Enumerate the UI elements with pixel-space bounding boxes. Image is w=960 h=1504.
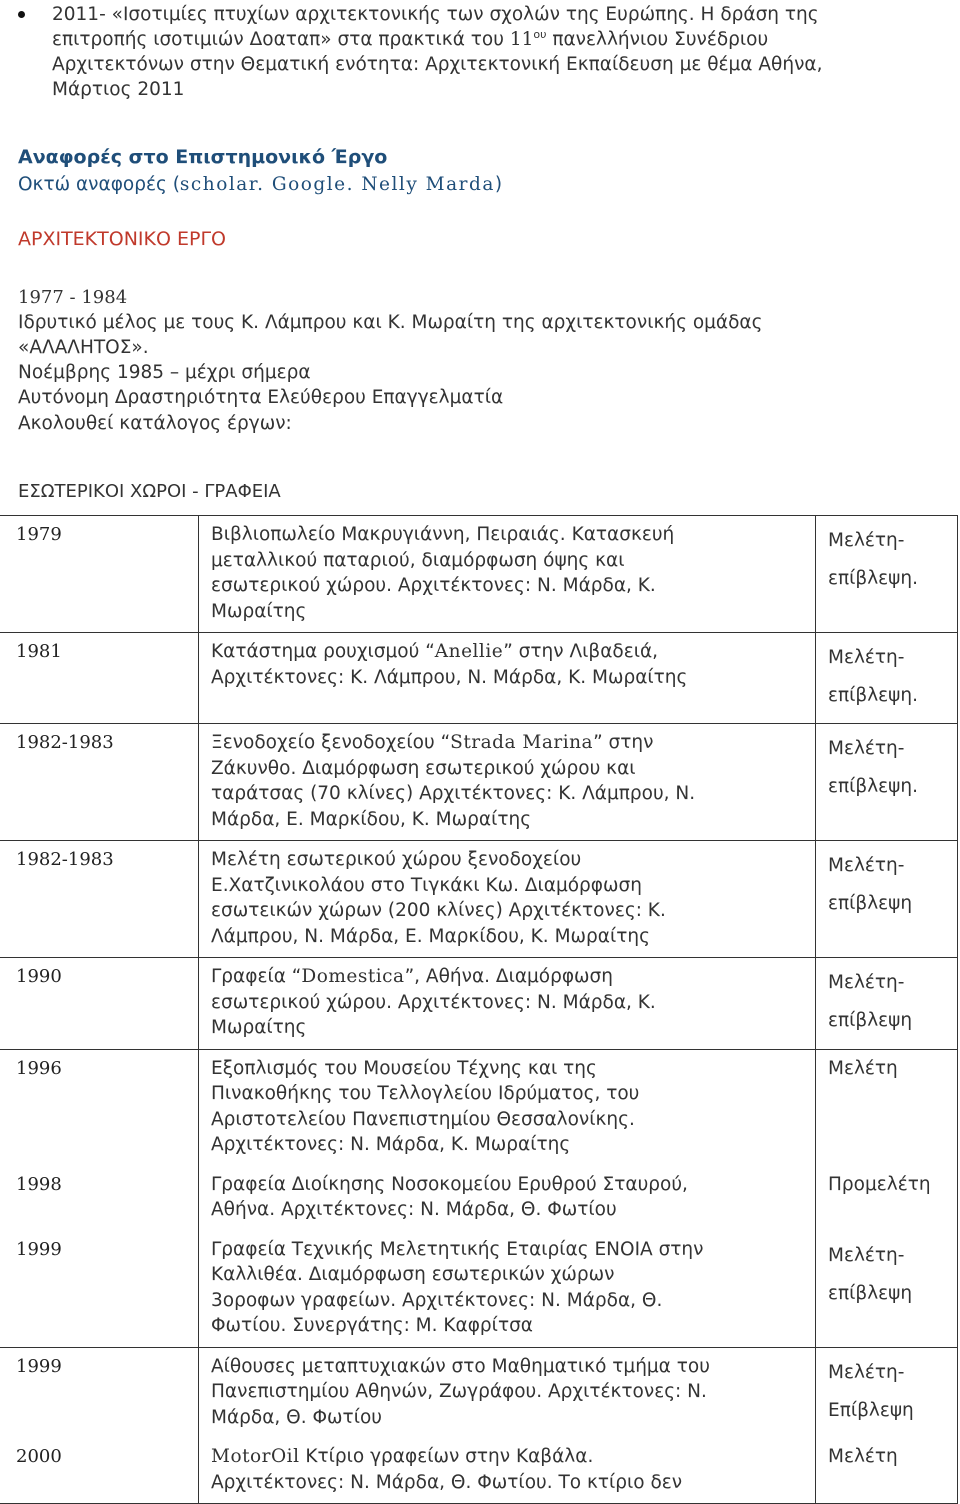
work-type — [816, 1231, 958, 1348]
work-type — [816, 1438, 958, 1504]
text-span: Κτίριο γραφείων στην Καβάλα. — [299, 1446, 594, 1467]
bullet-dot-icon — [18, 11, 25, 18]
description-line: Βιβλιοπωλείο Μακρυγιάννη, Πειραιάς. Κατασκευή — [211, 524, 675, 545]
references-source: scholar. Google. Nelly Marda — [179, 174, 495, 195]
description-line: ταράτσας (70 κλίνες) Αρχιτέκτονες: Κ. Λάμπρου, Ν. — [211, 783, 696, 804]
description-line: εσωτερικού χώρου. Αρχιτέκτονες: Ν. Μάρδα, Κ. — [211, 991, 656, 1013]
type-line: Μελέτη- — [828, 647, 905, 668]
description-line — [211, 1444, 807, 1470]
description-line: εσωτεικών χώρων (200 κλίνες) Αρχιτέκτονες: Κ. — [211, 900, 666, 921]
work-description — [199, 633, 816, 724]
table-row — [0, 1438, 958, 1504]
work-year: 1979 — [0, 516, 199, 633]
description-line: Αθήνα. Αρχιτέκτονες: Ν. Μάρδα, Θ. Φωτίου — [211, 1199, 617, 1220]
description-line: εσωτερικού χώρου. Αρχιτέκτονες: Ν. Μάρδα, Κ. — [211, 575, 656, 596]
work-type — [816, 633, 958, 724]
table-row — [0, 1166, 958, 1231]
work-year: 1998 — [0, 1166, 199, 1231]
description-line: Εξοπλισμός του Μουσείου Τέχνης και της — [211, 1057, 597, 1079]
bullet-line: Αρχιτεκτόνων στην Θεματική ενότητα: Αρχιτεκτονική Εκπαίδευση με θέμα Αθήνα, — [52, 54, 823, 75]
table-row — [0, 1347, 958, 1438]
work-year: 1999 — [0, 1347, 199, 1438]
work-type — [816, 516, 958, 633]
text-span: ) — [494, 174, 503, 195]
work-type — [816, 724, 958, 841]
description-line: Φωτίου. Συνεργάτης: Μ. Καφρίτσα — [211, 1315, 533, 1336]
work-type — [816, 841, 958, 958]
project-name: Strada Marina — [450, 732, 594, 753]
section-heading: ΕΣΩΤΕΡΙΚΟΙ ΧΩΡΟΙ - ΓΡΑΦΕΙΑ — [18, 481, 281, 502]
work-type — [816, 1166, 958, 1231]
text-span: Οκτώ αναφορές ( — [18, 174, 180, 195]
work-description — [199, 516, 816, 633]
references-heading: Αναφορές στο Επιστημονικό Έργο — [18, 146, 388, 168]
text-span: ”, Αθήνα. Διαμόρφωση — [404, 966, 614, 987]
text-span: επιτροπής ισοτιμιών Δοαταπ» στα πρακτικά του — [52, 29, 510, 50]
table-row — [0, 633, 958, 724]
table-row — [0, 1231, 958, 1348]
description-line: μεταλλικού παταριού, διαμόρφωση όψης και — [211, 549, 625, 571]
description-line — [211, 730, 807, 756]
type-line: επίβλεψη — [828, 1010, 913, 1031]
description-line: Μωραίτης — [211, 1017, 307, 1038]
description-line: Μελέτη εσωτερικού χώρου ξενοδοχείου — [211, 849, 582, 870]
work-description — [199, 1438, 816, 1504]
text-span: πανελλήνιου Συνέδριου — [546, 29, 769, 50]
description-line: Γραφεία Τεχνικής Μελετητικής Εταιρίας ΕΝΟΙΑ στην — [211, 1238, 704, 1260]
type-line: Μελέτη- — [828, 530, 905, 551]
type-line: Μελέτη- — [828, 1244, 905, 1266]
type-line: Επίβλεψη — [828, 1399, 914, 1421]
references-line — [18, 174, 502, 195]
type-line: επίβλεψη — [828, 893, 913, 914]
text-span: Ξενοδοχείο ξενοδοχείου “ — [211, 732, 451, 753]
description-line: Μάρδα, Ε. Μαρκίδου, Κ. Μωραίτης — [211, 808, 532, 830]
works-table-body — [0, 516, 958, 1504]
text-span: ” στην — [593, 732, 654, 753]
type-line: Μελέτη- — [828, 1361, 905, 1383]
type-line: Μελέτη- — [828, 855, 905, 876]
description-line: Ζάκυνθο. Διαμόρφωση εσωτερικού χώρου και — [211, 757, 636, 779]
type-line: επίβλεψη — [828, 1282, 913, 1304]
activity-line: Αυτόνομη Δραστηριότητα Ελεύθερου Επαγγελματία — [18, 387, 504, 408]
work-year: 1981 — [0, 633, 199, 724]
bullet-line: 2011- «Ισοτιμίες πτυχίων αρχιτεκτονικής των σχολών της Ευρώπης. Η δράση της — [52, 4, 819, 25]
type-line: Μελέτη — [828, 1057, 898, 1079]
description-line — [211, 639, 807, 665]
description-line: Λάμπρου, Ν. Μάρδα, Ε. Μαρκίδου, Κ. Μωραίτης — [211, 925, 650, 947]
project-name: Domestica — [301, 966, 405, 987]
table-row — [0, 958, 958, 1050]
work-description — [199, 1231, 816, 1348]
description-line: Αρχιτέκτονες: Κ. Λάμπρου, Ν. Μάρδα, Κ. Μωραίτης — [211, 666, 688, 688]
work-type — [816, 1049, 958, 1166]
description-line: Καλλιθέα. Διαμόρφωση εσωτερικών χώρων — [211, 1264, 615, 1285]
work-year: 2000 — [0, 1438, 199, 1504]
founder-line: Ιδρυτικό μέλος με τους Κ. Λάμπρου και Κ. Μωραίτη της αρχιτεκτονικής ομάδας — [18, 312, 763, 333]
project-name: Anellie — [434, 641, 504, 662]
type-line: επίβλεψη. — [828, 685, 918, 706]
work-description — [199, 1049, 816, 1166]
description-line: Γραφεία Διοίκησης Νοσοκομείου Ερυθρού Σταυρού, — [211, 1173, 688, 1195]
bullet-text — [52, 2, 938, 102]
type-line: επίβλεψη. — [828, 776, 918, 797]
description-line: Πανεπιστημίου Αθηνών, Ζωγράφου. Αρχιτέκτονες: Ν. — [211, 1381, 707, 1402]
text-span: Κατάστημα ρουχισμού “ — [211, 641, 435, 662]
description-line: 3οροφων γραφείων. Αρχιτέκτονες: Ν. Μάρδα, Θ. — [211, 1289, 663, 1311]
description-line: Πινακοθήκης του Τελλογλείου Ιδρύματος, του — [211, 1083, 640, 1104]
bullet-item — [18, 2, 938, 102]
architecture-heading: ΑΡΧΙΤΕΚΤΟΝΙΚΟ ΕΡΓΟ — [18, 228, 226, 250]
type-line: Μελέτη — [828, 1446, 898, 1467]
bullet-line — [52, 27, 938, 52]
period-current: Νοέμβρης 1985 – μέχρι σήμερα — [18, 362, 311, 383]
work-type — [816, 1347, 958, 1438]
work-year: 1982-1983 — [0, 841, 199, 958]
superscript: ου — [533, 27, 547, 41]
description-line — [211, 964, 807, 990]
type-line: Μελέτη- — [828, 738, 905, 759]
text-span: ” στην Λιβαδειά, — [503, 641, 659, 662]
work-description — [199, 724, 816, 841]
work-description — [199, 841, 816, 958]
description-line: Αριστοτελείου Πανεπιστημίου Θεσσαλονίκης. — [211, 1108, 635, 1130]
period-years: 1977 - 1984 — [18, 287, 128, 308]
table-row — [0, 516, 958, 633]
work-year: 1982-1983 — [0, 724, 199, 841]
project-name: MotorOil — [211, 1446, 300, 1467]
work-year: 1999 — [0, 1231, 199, 1348]
founder-line: «ΑΛΑΛΗΤΟΣ». — [18, 337, 149, 358]
work-description — [199, 1166, 816, 1231]
list-intro: Ακολουθεί κατάλογος έργων: — [18, 413, 292, 434]
type-line: επίβλεψη. — [828, 568, 918, 589]
works-table — [0, 515, 958, 1504]
work-description — [199, 958, 816, 1050]
table-row — [0, 841, 958, 958]
work-year: 1996 — [0, 1049, 199, 1166]
description-line: Αίθουσες μεταπτυχιακών στο Μαθηματικό τμήμα του — [211, 1355, 710, 1377]
work-description — [199, 1347, 816, 1438]
work-type — [816, 958, 958, 1050]
type-line: Μελέτη- — [828, 972, 905, 993]
type-line: Προμελέτη — [828, 1173, 931, 1195]
table-row — [0, 724, 958, 841]
description-line: Μάρδα, Θ. Φωτίου — [211, 1406, 382, 1428]
text-span: Γραφεία “ — [211, 966, 302, 987]
table-row — [0, 1049, 958, 1166]
description-line: Ε.Χατζινικολάου στο Τιγκάκι Κω. Διαμόρφωση — [211, 874, 642, 896]
work-year: 1990 — [0, 958, 199, 1050]
description-line: Αρχιτέκτονες: Ν. Μάρδα, Θ. Φωτίου. Το κτίριο δεν — [211, 1471, 683, 1493]
session-number: 11 — [509, 29, 534, 50]
bullet-line: Μάρτιος 2011 — [52, 79, 185, 100]
description-line: Αρχιτέκτονες: Ν. Μάρδα, Κ. Μωραίτης — [211, 1134, 571, 1155]
description-line: Μωραίτης — [211, 600, 307, 622]
